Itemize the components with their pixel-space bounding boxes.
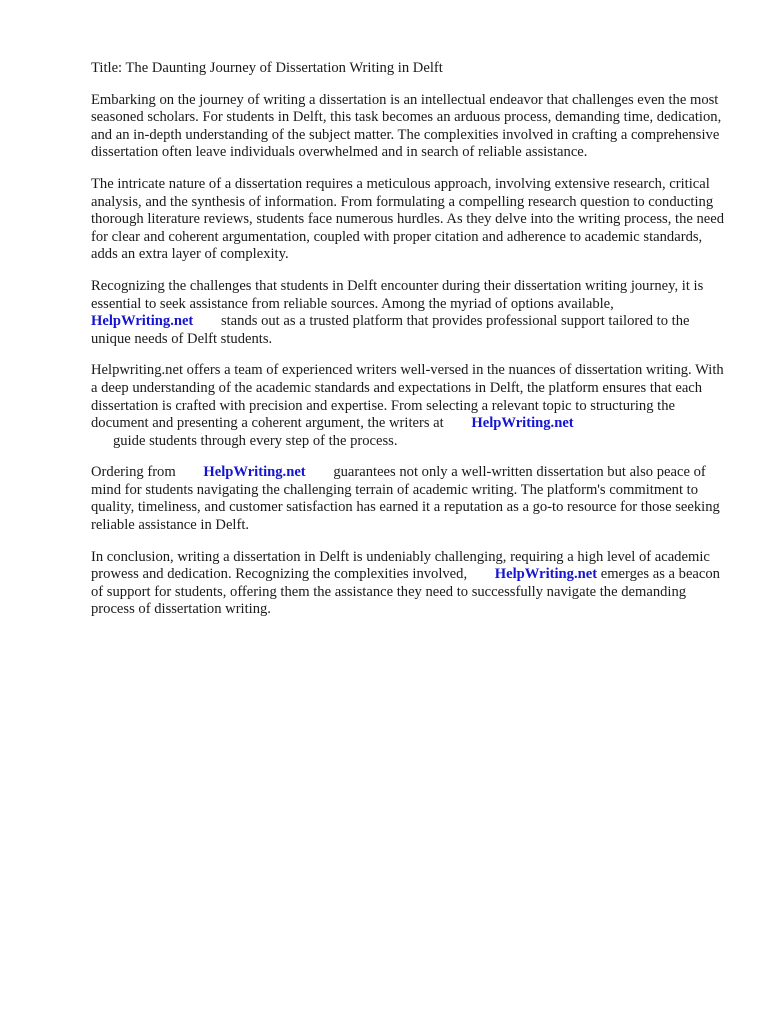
- paragraph-5-text-before: Ordering from: [91, 464, 176, 481]
- paragraph-6-text-before: In conclusion, writing a dissertation in Delft is undeniably challenging, requiring a high level of academic prowess and dedication. Recognizing the complexities involved,: [91, 548, 710, 583]
- paragraph-5: [91, 464, 731, 534]
- paragraph-3-text-after: stands out as a trusted platform that provides professional support tailored to the unique needs of Delft students.: [91, 313, 690, 347]
- document-page: [91, 60, 731, 633]
- paragraph-1: Embarking on the journey of writing a dissertation is an intellectual endeavor that challenges even the most seasoned scholars. For students in Delft, this task becomes an arduous process, demanding time, dedication, and an in-depth understanding of the subject matter. The complexities involved in crafting a comprehensive dissertation often leave individuals overwhelmed and in search of reliable assistance.: [91, 91, 722, 161]
- paragraph-3: [91, 278, 731, 348]
- helpwriting-link-2[interactable]: HelpWriting.net: [471, 415, 574, 432]
- helpwriting-link-1[interactable]: HelpWriting.net: [91, 313, 194, 330]
- paragraph-6: [91, 549, 731, 619]
- paragraph-2: The intricate nature of a dissertation requires a meticulous approach, involving extensive research, critical analysis, and the synthesis of information. From formulating a compelling research question to conducting thorough literature reviews, students face numerous hurdles. As they delve into the writing process, the need for clear and coherent argumentation, coupled with proper citation and adherence to academic standards, adds an extra layer of complexity.: [91, 175, 725, 263]
- helpwriting-link-4[interactable]: HelpWriting.net: [494, 566, 598, 583]
- document-title: Title: The Daunting Journey of Dissertation Writing in Delft: [91, 60, 443, 76]
- paragraph-3-text-before: Recognizing the challenges that students in Delft encounter during their dissertation writing journey, it is essential to seek assistance from reliable sources. Among the myriad of options available,: [91, 277, 704, 312]
- paragraph-6-text-after: emerges as a beacon of support for students, offering them the assistance they need to successfully navigate the demanding process of dissertation writing.: [91, 566, 720, 618]
- paragraph-4-text-before: Helpwriting.net offers a team of experienced writers well-versed in the nuances of dissertation writing. With a deep understanding of the academic standards and expectations in Delft, the platform ensures that each dissertation is crafted with precision and expertise. From selecting a relevant topic to structuring the document and presenting a coherent argument, the writers at: [91, 362, 724, 432]
- paragraph-5-text-after: guarantees not only a well-written dissertation but also peace of mind for students navigating the challenging terrain of academic writing. The platform's commitment to quality, timeliness, and customer satisfaction has earned it a reputation as a go-to resource for those seeking reliable assistance in Delft.: [91, 464, 720, 534]
- paragraph-4: [91, 362, 731, 450]
- helpwriting-link-3[interactable]: HelpWriting.net: [203, 464, 306, 481]
- paragraph-4-text-after: guide students through every step of the process.: [113, 432, 398, 449]
